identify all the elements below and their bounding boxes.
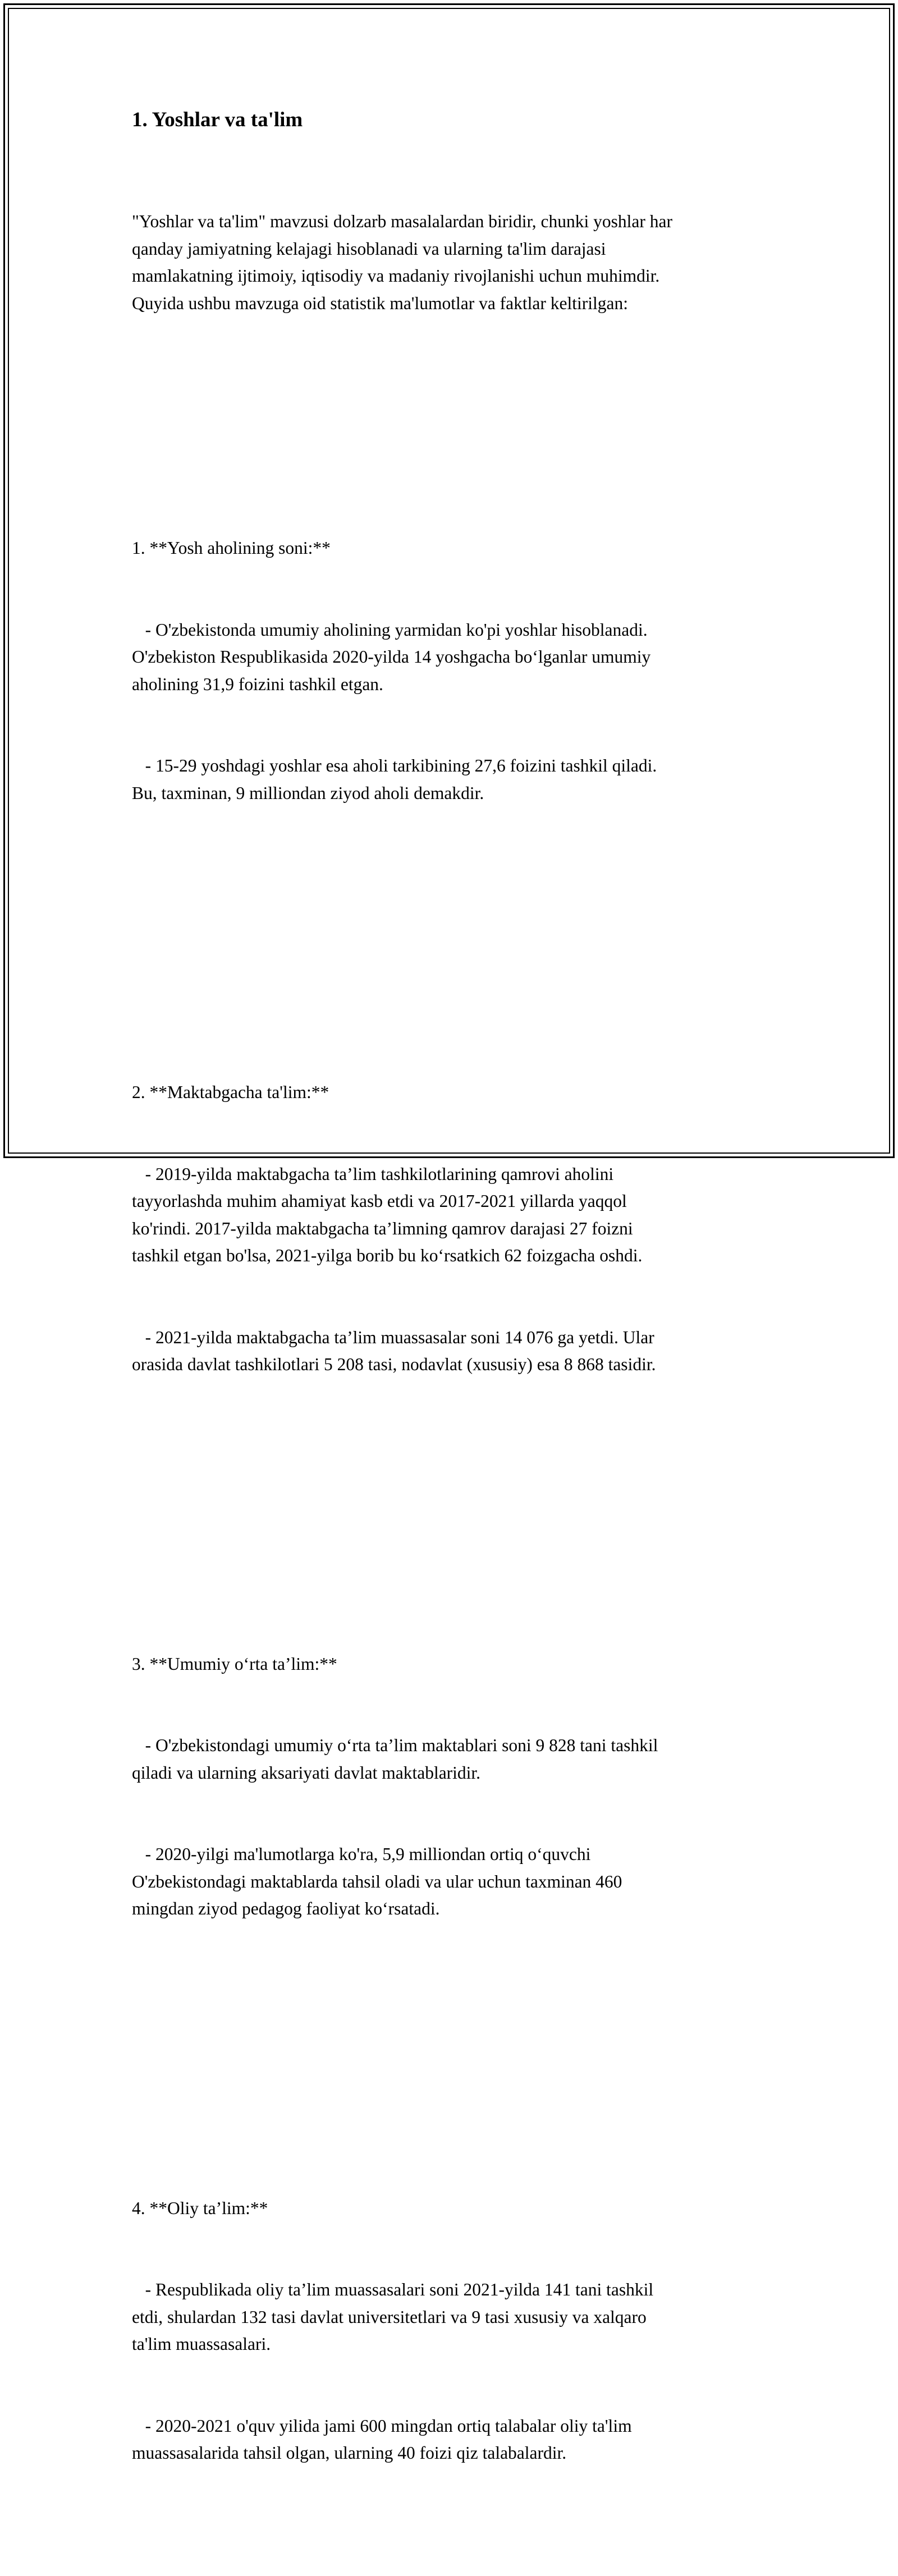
spacer bbox=[132, 371, 789, 399]
spacer bbox=[132, 1487, 789, 1515]
section-youth-population bbox=[132, 480, 789, 861]
document-body bbox=[132, 154, 789, 2576]
section-item: - O'zbekistondagi umumiy o‘rta ta’lim maktablari soni 9 828 tani tashkil qiladi va ularning aksariyati davlat maktablaridir. bbox=[132, 1735, 658, 1783]
document-title: 1. Yoshlar va ta'lim bbox=[132, 108, 303, 131]
section-item: - 2019-yilda maktabgacha ta’lim tashkilotlarining qamrovi aholini tayyorlashda muhim ahamiyat kasb etdi va 2017-2021 yillarda yaqqol ko'rindi. 2017-yilda maktabgacha ta’limning qamrov darajasi 27 foizni tashkil etgan bo'lsa, 2021-yilga borib bu ko‘rsatkich 62 foizgacha oshdi. bbox=[132, 1164, 643, 1265]
section-item: - 2020-2021 o'quv yilida jami 600 mingdan ortiq talabalar oliy ta'lim muassasalarida tahsil olgan, ularning 40 foizi qiz talabalardir. bbox=[132, 2416, 632, 2463]
section-higher-education bbox=[132, 2141, 789, 2522]
section-item: - Respublikada oliy ta’lim muassasalari soni 2021-yilda 141 tani tashkil etdi, shulardan 132 tasi davlat universitetlari va 9 tasi xususiy va xalqaro ta'lim muassasalari. bbox=[132, 2280, 654, 2354]
section-preschool-education bbox=[132, 1025, 789, 1433]
section-secondary-education bbox=[132, 1596, 789, 1977]
section-item: - 2020-yilgi ma'lumotlarga ko'ra, 5,9 milliondan ortiq o‘quvchi O'zbekistondagi maktablarda tahsil oladi va ular uchun taxminan 460 mingdan ziyod pedagog faoliyat ko‘rsatadi. bbox=[132, 1844, 622, 1918]
spacer bbox=[132, 916, 789, 943]
section-heading: 2. **Maktabgacha ta'lim:** bbox=[132, 1082, 329, 1102]
section-item: - 2021-yilda maktabgacha ta’lim muassasalar soni 14 076 ga yetdi. Ular orasida davlat tashkilotlari 5 208 tasi, nodavlat (xususiy) esa 8 868 tasidir. bbox=[132, 1327, 656, 1374]
section-item: - O'zbekistonda umumiy aholining yarmidan ko'pi yoshlar hisoblanadi. O'zbekiston Respublikasida 2020-yilda 14 yoshgacha bo‘lganlar umumiy aholining 31,9 foizini tashkil etgan. bbox=[132, 619, 651, 694]
section-heading: 1. **Yosh aholining soni:** bbox=[132, 538, 331, 558]
document-content bbox=[132, 104, 789, 2576]
spacer bbox=[132, 2032, 789, 2059]
section-item: - 15-29 yoshdagi yoshlar esa aholi tarkibining 27,6 foizini tashkil qiladi. Bu, taxminan, 9 milliondan ziyod aholi demakdir. bbox=[132, 756, 657, 803]
section-heading: 3. **Umumiy o‘rta ta’lim:** bbox=[132, 1654, 337, 1674]
section-heading: 4. **Oliy ta’lim:** bbox=[132, 2198, 268, 2218]
intro-paragraph: "Yoshlar va ta'lim" mavzusi dolzarb masalalardan biridir, chunki yoshlar har qanday jamiyatning kelajagi hisoblanadi va ularning ta'lim darajasi mamlakatning ijtimoiy, iqtisodiy va madaniy rivojlanishi uchun muhimdir. Quyida ushbu mavzuga oid statistik ma'lumotlar va faktlar keltirilgan: bbox=[132, 212, 672, 313]
